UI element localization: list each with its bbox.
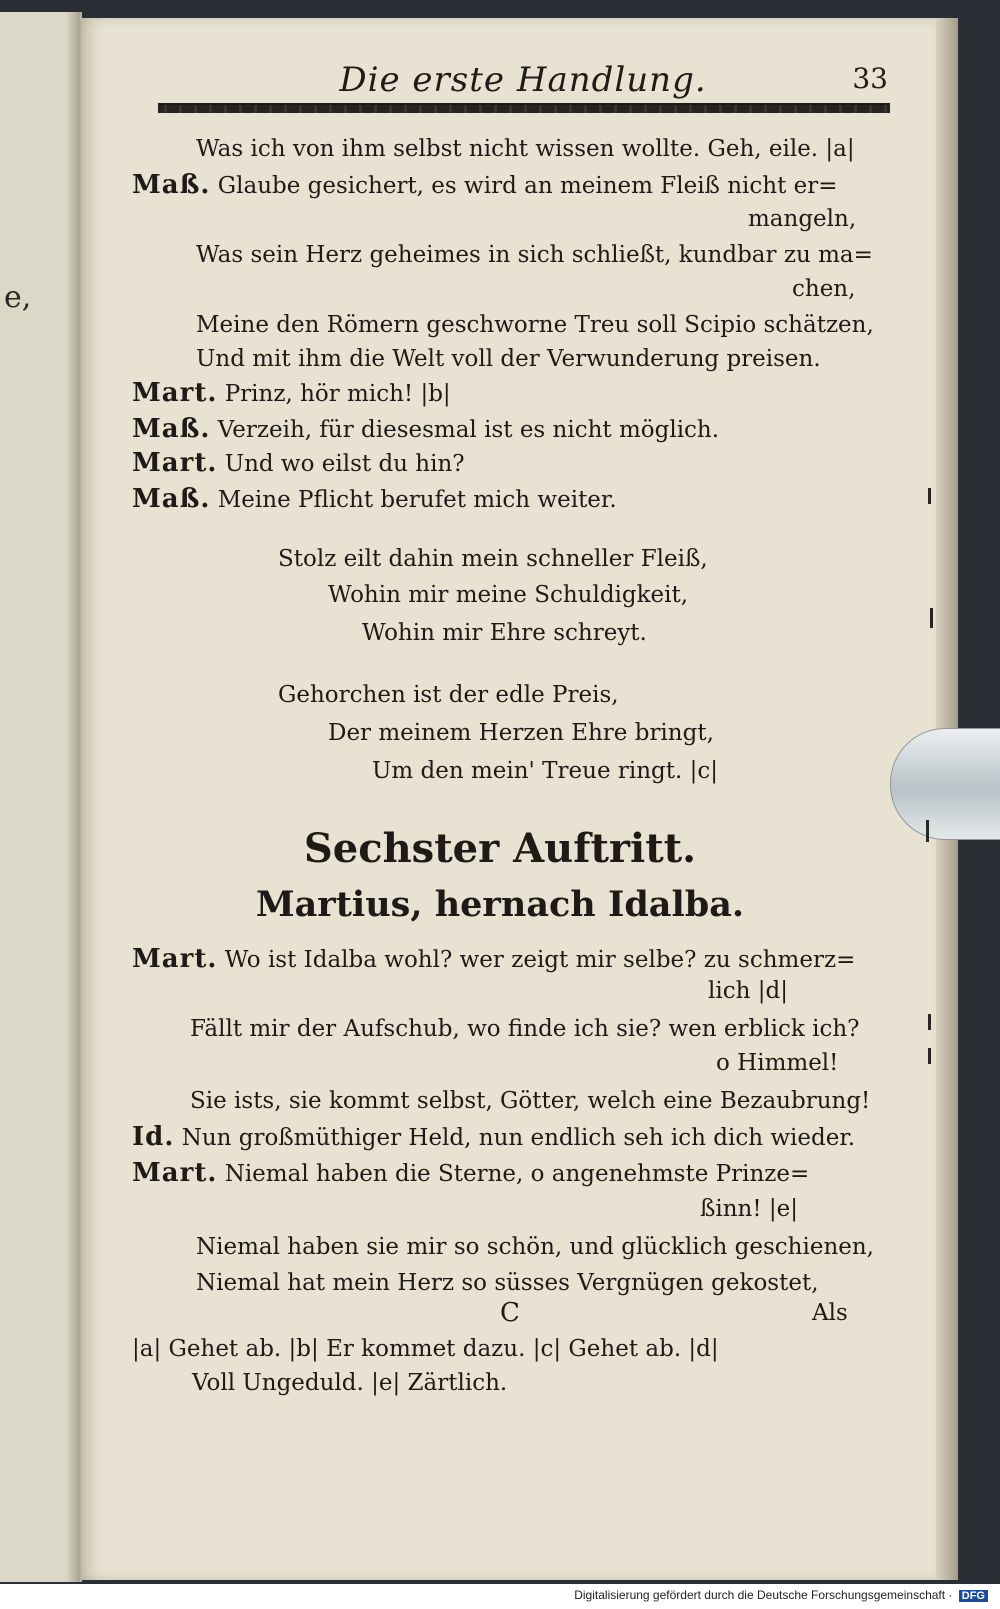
page-number: 33 [852, 62, 888, 95]
footnote-line: Voll Ungeduld. |e| Zärtlich. [192, 1370, 508, 1396]
speaker-label: Id. [132, 1122, 175, 1152]
text-line: Niemal haben sie mir so schön, und glücklich geschienen, [196, 1234, 874, 1260]
text-line: Und mit ihm die Welt voll der Verwunderung preisen. [196, 346, 821, 372]
text-line: Meine den Römern geschworne Treu soll Scipio schätzen, [196, 312, 874, 338]
verse-line: Um den mein' Treue ringt. |c| [372, 758, 718, 784]
text-line: Was sein Herz geheimes in sich schließt, kundbar zu ma= [196, 242, 873, 268]
dfg-logo: DFG [959, 1590, 988, 1602]
text-line: Niemal hat mein Herz so süsses Vergnügen gekostet, [196, 1270, 819, 1296]
signature-mark: C [500, 1298, 520, 1328]
verse-line: Gehorchen ist der edle Preis, [278, 682, 619, 708]
text-line: Id. Nun großmüthiger Held, nun endlich seh ich dich wieder. [132, 1122, 856, 1152]
text-line: Mart. Niemal haben die Sterne, o angenehmste Prinze= [132, 1158, 810, 1188]
text-line: ßinn! |e| [700, 1196, 799, 1222]
text-line: lich |d| [708, 978, 788, 1004]
left-page [0, 12, 82, 1582]
text-line: Maß. Verzeih, für diesesmal ist es nicht möglich. [132, 414, 720, 444]
text-line: Was ich von ihm selbst nicht wissen wollte. Geh, eile. |a| [196, 136, 855, 162]
speaker-label: Maß. [132, 414, 211, 444]
text-line: Mart. Prinz, hör mich! |b| [132, 378, 451, 408]
catchword: Als [812, 1300, 848, 1326]
funding-notice: Digitalisierung gefördert durch die Deutsche Forschungsgemeinschaft · DFG [574, 1588, 988, 1602]
footer-bar [0, 1584, 1000, 1609]
speaker-label: Mart. [132, 1158, 218, 1188]
speaker-label: Mart. [132, 378, 218, 408]
scene-title: Sechster Auftritt. [303, 825, 697, 872]
verse-line: Stolz eilt dahin mein schneller Fleiß, [278, 546, 708, 572]
text-line: Fällt mir der Aufschub, wo finde ich sie? wen erblick ich? [190, 1016, 860, 1042]
speaker-label: Mart. [132, 448, 218, 478]
edge-mark [928, 1014, 931, 1030]
speaker-label: Mart. [132, 944, 218, 974]
verse-line: Wohin mir Ehre schreyt. [362, 620, 647, 646]
verse-line: Wohin mir meine Schuldigkeit, [328, 582, 689, 608]
scene-subtitle: Martius, hernach Idalba. [255, 884, 745, 925]
verse-line: Der meinem Herzen Ehre bringt, [328, 720, 714, 746]
text-line: Mart. Wo ist Idalba wohl? wer zeigt mir selbe? zu schmerz= [132, 944, 856, 974]
page-clip [890, 728, 1000, 840]
footnote-line: |a| Gehet ab. |b| Er kommet dazu. |c| Gehet ab. |d| [132, 1336, 719, 1362]
text-line: chen, [792, 276, 856, 302]
edge-mark [928, 488, 931, 504]
running-title: Die erste Handlung. [339, 60, 707, 100]
left-page-fragment: e, [4, 280, 32, 315]
speaker-label: Maß. [132, 484, 211, 514]
text-line: Sie ists, sie kommt selbst, Götter, welch eine Bezaubrung! [190, 1088, 871, 1114]
edge-mark [930, 608, 933, 628]
text-line: mangeln, [748, 206, 857, 232]
text-line: o Himmel! [716, 1050, 839, 1076]
speaker-label: Maß. [132, 170, 211, 200]
text-line: Maß. Meine Pflicht berufet mich weiter. [132, 484, 617, 514]
left-page-edge [66, 12, 80, 1582]
edge-mark [928, 1048, 931, 1064]
text-line: Maß. Glaube gesichert, es wird an meinem Fleiß nicht er= [132, 170, 838, 200]
text-line: Mart. Und wo eilst du hin? [132, 448, 465, 478]
header-rule [158, 103, 890, 113]
